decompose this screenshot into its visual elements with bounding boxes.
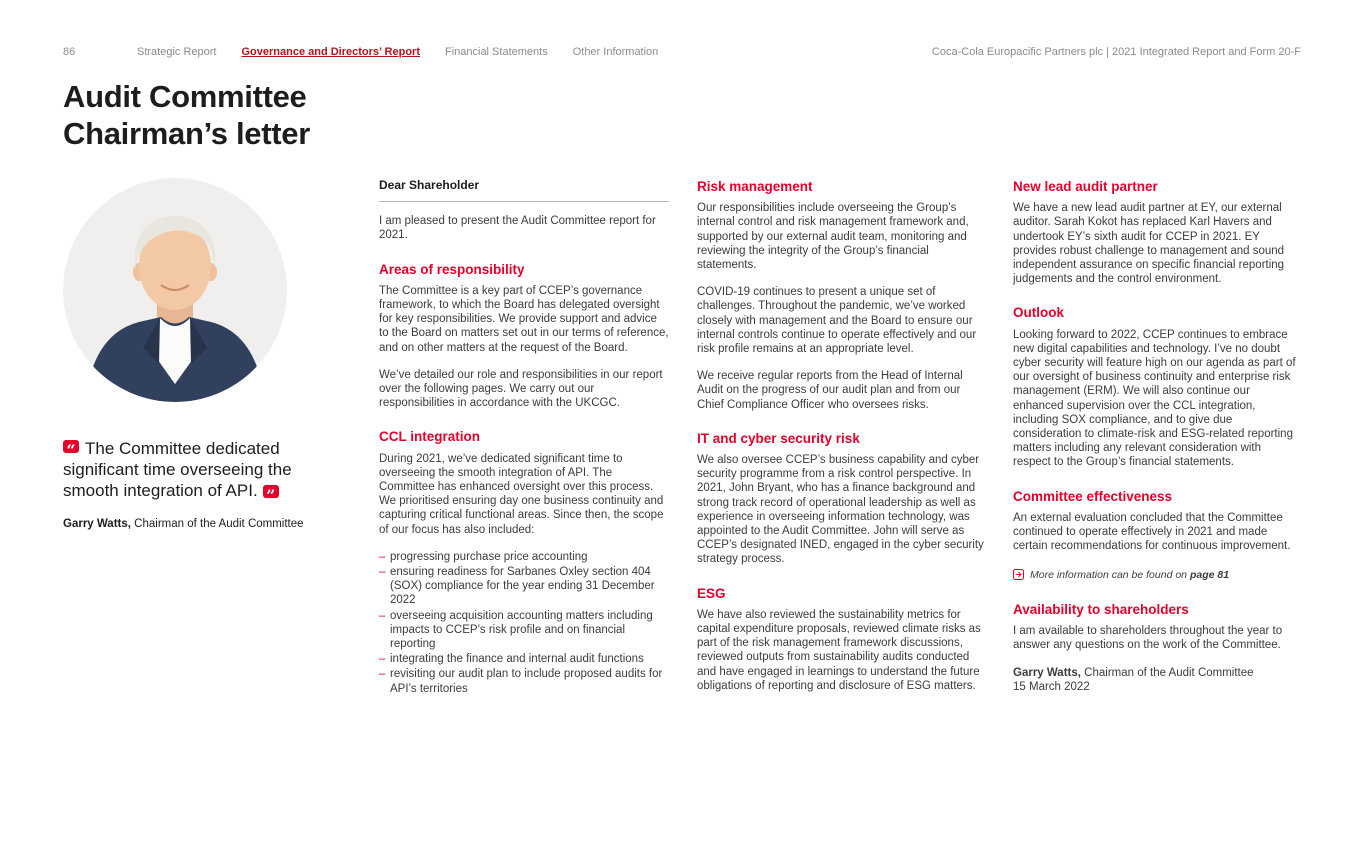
nav-strategic-report[interactable]: Strategic Report <box>137 46 217 58</box>
list-item: – ensuring readiness for Sarbanes Oxley section 404 (SOX) compliance for the year ending 31 December 2022 <box>379 565 669 608</box>
ccl-paragraph-1: During 2021, we’ve dedicated significant time to overseeing the smooth integration of API. The Committee has enhanced oversight over this process. We prioritised ensuring day one business continuity and capturing critical functional areas. Since then, the scope of our focus has also included: <box>379 452 664 536</box>
signoff <box>1013 666 1301 694</box>
chairman-photo <box>63 178 287 402</box>
pull-quote-text: The Committee dedicated significant time overseeing the smooth integration of API. <box>63 439 292 500</box>
signoff-name: Garry Watts, <box>1013 667 1081 680</box>
risk-paragraph-2: COVID-19 continues to present a unique set of challenges. Throughout the pandemic, we’ve worked closely with management and the Board to ensure our internal controls continue to operate effectively and our risk profile remains at an appropriate level. <box>697 286 977 356</box>
attribution-name: Garry Watts, <box>63 518 131 530</box>
areas-paragraph-1: The Committee is a key part of CCEP’s governance framework, to which the Board has delegated oversight for key responsibilities. We provide support and advice to the Board on matters set out in our terms of reference, and on other matters at the request of the Board. <box>379 284 669 354</box>
letter-column-1 <box>379 178 669 709</box>
signoff-role: Chairman of the Audit Committee <box>1080 667 1254 680</box>
heading-esg: ESG <box>697 585 726 601</box>
page-title-line1: Audit Committee <box>63 79 307 114</box>
page-number: 86 <box>63 46 76 58</box>
page-title-line2: Chairman’s letter <box>63 116 311 151</box>
letter-columns <box>63 178 1301 709</box>
outlook-paragraph-1: Looking forward to 2022, CCEP continues to embrace new digital capabilities and technology. I’ve no doubt cyber security will feature high on our agenda as part of our oversight of business continuity and enterprise risk management (ERM). We will also continue our enhanced supervision over the CCL integration, including SOX compliance, and to give due consideration to climate-risk and ESG-related reporting matters including any relevant consideration with respect to the Group’s financial statements. <box>1013 328 1296 469</box>
salutation: Dear Shareholder <box>379 178 669 202</box>
report-brand: Coca-Cola Europacific Partners plc | 2021 Integrated Report and Form 20-F <box>931 46 1301 58</box>
profile-column <box>63 178 351 709</box>
top-nav <box>137 46 658 58</box>
open-quote-icon <box>63 440 79 453</box>
list-item: – revisiting our audit plan to include proposed audits for API’s territories <box>379 667 669 695</box>
attribution-role: Chairman of the Audit Committee <box>130 518 304 530</box>
cyber-paragraph-1: We also oversee CCEP’s business capability and cyber security programme from a risk control perspective. In 2021, John Bryant, who has a finance background and strong track record of operational leadership as well as experience in overseeing information technology, was appointed to the Audit Committee. John will serve as CCEP’s designated INED, engaged in the cyber security strategy process. <box>697 454 984 566</box>
heading-new-lead-audit-partner: New lead audit partner <box>1013 179 1158 194</box>
page-title <box>63 78 1301 152</box>
ccl-bullet-list <box>379 550 669 696</box>
list-item: – integrating the finance and internal audit functions <box>379 652 669 666</box>
audit-partner-paragraph-1: We have a new lead audit partner at EY, our external auditor. Sarah Kokot has replaced Karl Havers and undertook EY’s sixth audit for CCEP in 2021. EY provides robust challenge to management and sound independent assurance on specific financial reporting judgements and the control environment. <box>1013 202 1285 286</box>
nav-financial-statements[interactable]: Financial Statements <box>444 46 548 58</box>
page-header <box>63 46 1301 58</box>
close-quote-icon <box>263 485 279 498</box>
letter-column-3 <box>1013 178 1301 709</box>
quote-attribution <box>63 517 351 531</box>
availability-paragraph-1: I am available to shareholders throughout the year to answer any questions on the work of the Committee. <box>1013 624 1283 652</box>
pull-quote <box>63 438 329 501</box>
effectiveness-paragraph-1: An external evaluation concluded that the Committee continued to operate effectively in 2021 and made certain recommendations for continuous improvement. <box>1013 511 1291 553</box>
intro-paragraph: I am pleased to present the Audit Committee report for 2021. <box>379 215 656 242</box>
more-info-link[interactable] <box>1013 568 1301 582</box>
letter-column-2 <box>697 178 985 709</box>
signoff-date: 15 March 2022 <box>1013 681 1090 694</box>
risk-paragraph-1: Our responsibilities include overseeing the Group’s internal control and risk management framework and, supported by our external audit team, monitoring and reviewing the integrity of the Group’s financial statements. <box>697 202 969 272</box>
heading-ccl-integration: CCL integration <box>379 429 480 445</box>
list-item: – overseeing acquisition accounting matters including impacts to CCEP’s risk profile and on financial reporting <box>379 609 669 652</box>
heading-it-cyber-security: IT and cyber security risk <box>697 430 860 446</box>
list-item: – progressing purchase price accounting <box>379 550 669 564</box>
heading-areas-of-responsibility: Areas of responsibility <box>379 261 525 277</box>
more-info-page-ref: page 81 <box>1189 569 1230 582</box>
nav-governance-directors-report[interactable]: Governance and Directors’ Report <box>241 46 420 58</box>
esg-paragraph-1: We have also reviewed the sustainability metrics for capital expenditure proposals, reviewed climate risks as part of the risk management framework discussions, reviewed outputs from sustainability audits conducted and have engaged in learnings to understand the future obligations of reporting and disclosure of ESG matters. <box>697 608 981 692</box>
cross-reference-icon <box>1013 569 1024 580</box>
heading-committee-effectiveness: Committee effectiveness <box>1013 488 1173 504</box>
more-info-text <box>1030 568 1229 582</box>
areas-paragraph-2: We’ve detailed our role and responsibilities in our report over the following pages. We carry out our responsibilities in accordance with the UKCGC. <box>379 368 663 410</box>
heading-availability-to-shareholders: Availability to shareholders <box>1013 601 1189 617</box>
heading-outlook: Outlook <box>1013 305 1064 321</box>
risk-paragraph-3: We receive regular reports from the Head of Internal Audit on the progress of our audit plan and from our Chief Compliance Officer who oversees risks. <box>697 370 963 411</box>
more-info-prefix: More information can be found on <box>1030 569 1190 582</box>
nav-other-information[interactable]: Other Information <box>572 46 659 58</box>
heading-risk-management: Risk management <box>697 179 813 194</box>
